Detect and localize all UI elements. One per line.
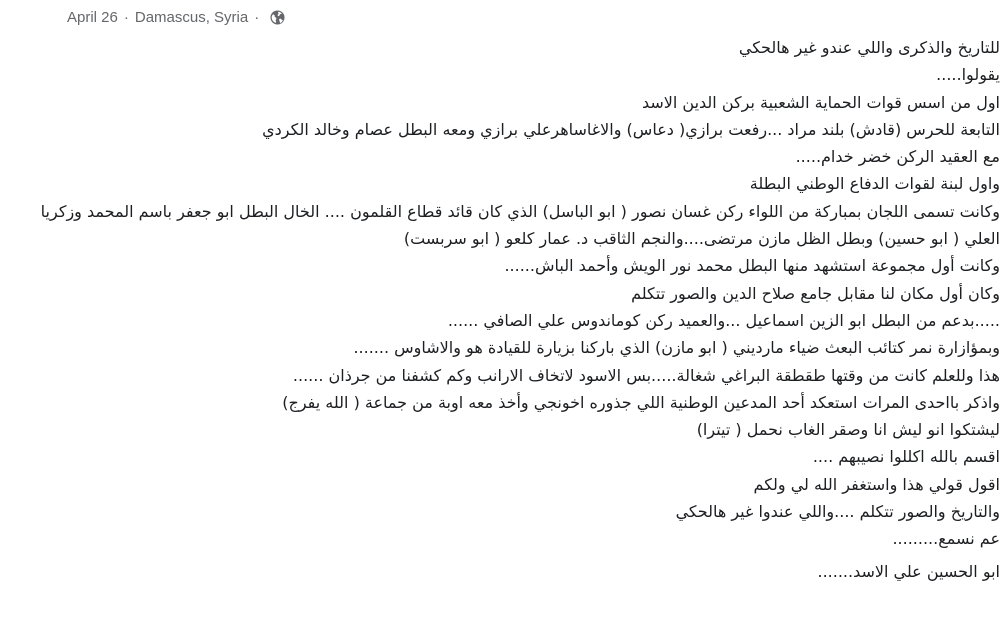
globe-icon[interactable] [270,10,285,25]
post-date[interactable]: April 26 [67,8,118,26]
post-signature: ابو الحسين علي الاسد....... [817,561,1000,581]
post-line: اول من اسس قوات الحماية الشعبية بركن الدين الاسد [641,92,1000,112]
post-line: ليشتكوا انو ليش انا وصقر الغاب نحمل ( تيترا) [696,420,1000,440]
post-line: اقول قولي هذا واستغفر الله لي ولكم [753,474,1000,494]
post-line: واذكر بااحدى المرات استعكد أحد المدعين الوطنية اللي جذوره اخونجي وأخذ معه اوبة من جماعة ( الله يفرج) [282,392,1000,412]
post-line: اقسم بالله اكللوا نصيبهم .... [812,447,1000,467]
post-meta [67,6,285,28]
post-line: هذا وللعلم كانت من وقتها طقطقة البراغي شغالة.....بس الاسود لاتخاف الارانب وكم كشفنا من جرذان ...... [292,365,1000,385]
post-text [0,34,1000,585]
post-line: وبمؤازارة نمر كتائب البعث ضياء مارديني ( ابو مازن) الذي باركنا بزيارة للقيادة هو والاشاوس ....... [353,338,1000,358]
post-line: وكانت تسمى اللجان بمباركة من اللواء ركن غسان نصور ( ابو الباسل) الذي كان قائد قطاع القلمون .... الخال البطل ابو جعفر باسم المحمد وزكريا العلي ( ابو حسين) وبطل الظل مازن مرتضى....والنجم الثاقب د. عمار كلعو ( ابو سربست) [40,201,1000,249]
meta-separator-2: · [254,8,260,26]
post-line: يقولوا..... [936,65,1000,85]
post-line: واول لبنة لقوات الدفاع الوطني البطلة [749,174,1000,194]
meta-separator-1: · [123,8,129,26]
post-line: والتاريخ والصور تتكلم ....واللي عندوا غير هالحكي [675,502,1000,522]
post-line: .....بدعم من البطل ابو الزين اسماعيل ...والعميد ركن كوماندوس علي الصافي ...... [447,310,1000,330]
post-line: التابعة للحرس (قادش) بلند مراد ...رفعت برازي( دعاس) والاغاساهرعلي برازي ومعه البطل عصام وخالد الكردي [262,119,1000,139]
post-line: وكانت أول مجموعة استشهد منها البطل محمد نور الويش وأحمد الباش...... [504,256,1000,276]
post-line: وكان أول مكان لنا مقابل جامع صلاح الدين والصور تتكلم [631,283,1000,303]
post-location[interactable]: Damascus, Syria [134,8,249,26]
post-line: مع العقيد الركن خضر خدام..... [795,147,1000,167]
post-line: عم نسمع......... [892,529,1000,549]
post-line: للتاريخ والذكرى واللي عندو غير هالحكي [738,38,1000,57]
